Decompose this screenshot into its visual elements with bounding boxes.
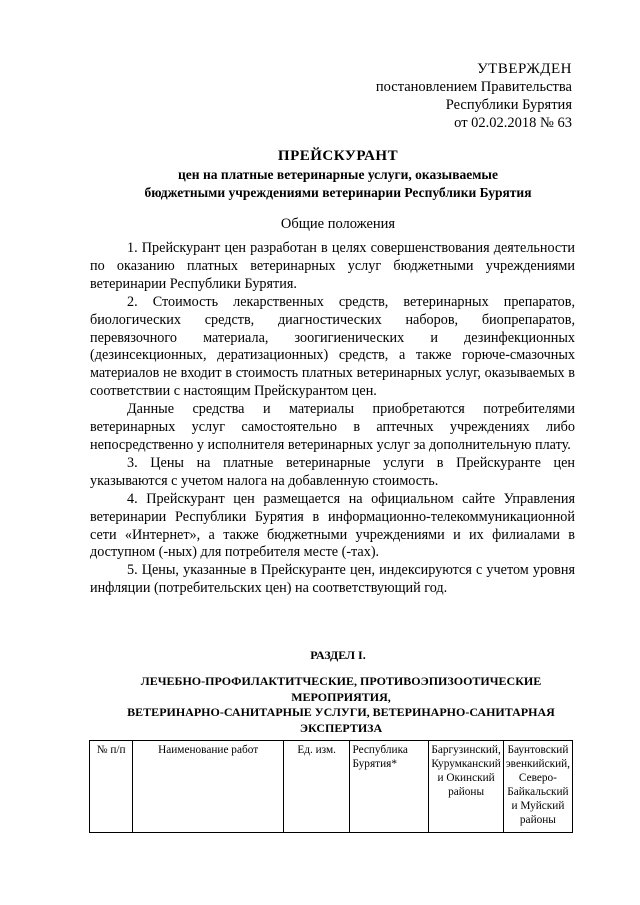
document-subtitle xyxy=(88,166,588,202)
header-unit: Ед. изм. xyxy=(283,741,350,833)
section-title xyxy=(96,674,586,736)
approval-title: УТВЕРЖДЕН xyxy=(477,61,572,77)
section-title-line: ЭКСПЕРТИЗА xyxy=(299,720,383,735)
paragraph: 4. Прейскурант цен размещается на официальном сайте Управления ветеринарии Республики Бурятия в информационно-телекоммуникационной сети «Интернет», а также бюджетными учреждениями и их филиалами в доступном (-ных) для потребителя месте (-тах). xyxy=(90,490,575,561)
section-label: РАЗДЕЛ I. xyxy=(310,648,366,662)
subtitle-line: цен на платные ветеринарные услуги, оказываемые xyxy=(178,167,498,182)
header-district-1: Баргузинский, Курумканский и Окинский районы xyxy=(429,741,503,833)
table-header-row xyxy=(90,741,573,833)
paragraph: Данные средства и материалы приобретаются потребителями ветеринарных услуг самостоятельно в аптечных учреждениях либо непосредственно у исполнителя ветеринарных услуг за дополнительную плату. xyxy=(90,401,575,453)
section-title-line: ЛЕЧЕБНО-ПРОФИЛАКТИТЧЕСКИЕ, ПРОТИВОЭПИЗООТИЧЕСКИЕ xyxy=(140,674,542,688)
section-title-line: МЕРОПРИЯТИЯ, xyxy=(291,689,391,704)
section-heading: Общие положения xyxy=(280,216,396,232)
approval-line: Республики Бурятия xyxy=(445,97,572,113)
paragraph: 2. Стоимость лекарственных средств, ветеринарных препаратов, биологических средств, диагностических наборов, биопрепаратов, перевязочного материала, зоогигиенических и дезинфекционных (дезинсекционных, дератизационных) средств, а также горюче-смазочных материалов не входит в стоимость платных ветеринарных услуг, оказываемых в соответствии с настоящим Прейскурантом цен. xyxy=(90,293,575,400)
approval-stamp xyxy=(376,60,572,132)
body-text xyxy=(90,240,575,598)
approval-date: от 02.02.2018 № 63 xyxy=(454,115,572,131)
header-republic: Республика Бурятия* xyxy=(350,741,429,833)
header-name: Наименование работ xyxy=(133,741,284,833)
paragraph: 3. Цены на платные ветеринарные услуги в Прейскуранте цен указываются с учетом налога на добавленную стоимость. xyxy=(90,454,575,489)
paragraph: 5. Цены, указанные в Прейскуранте цен, индексируются с учетом уровня инфляции (потребительских цен) на соответствующий год. xyxy=(90,562,575,597)
price-table xyxy=(89,740,573,833)
subtitle-line: бюджетными учреждениями ветеринарии Республики Бурятия xyxy=(144,185,532,200)
header-num: № п/п xyxy=(90,741,133,833)
section-title-line: ВЕТЕРИНАРНО-САНИТАРНЫЕ УСЛУГИ, ВЕТЕРИНАРНО-САНИТАРНАЯ xyxy=(127,705,555,719)
header-district-2: Баунтовский эвенкийский, Северо-Байкальский и Муйский районы xyxy=(503,741,572,833)
document-title: ПРЕЙСКУРАНТ xyxy=(277,148,399,164)
approval-line: постановлением Правительства xyxy=(375,79,572,95)
paragraph: 1. Прейскурант цен разработан в целях совершенствования деятельности по оказанию платных ветеринарных услуг бюджетными учреждениями ветеринарии Республики Бурятия. xyxy=(90,240,575,292)
